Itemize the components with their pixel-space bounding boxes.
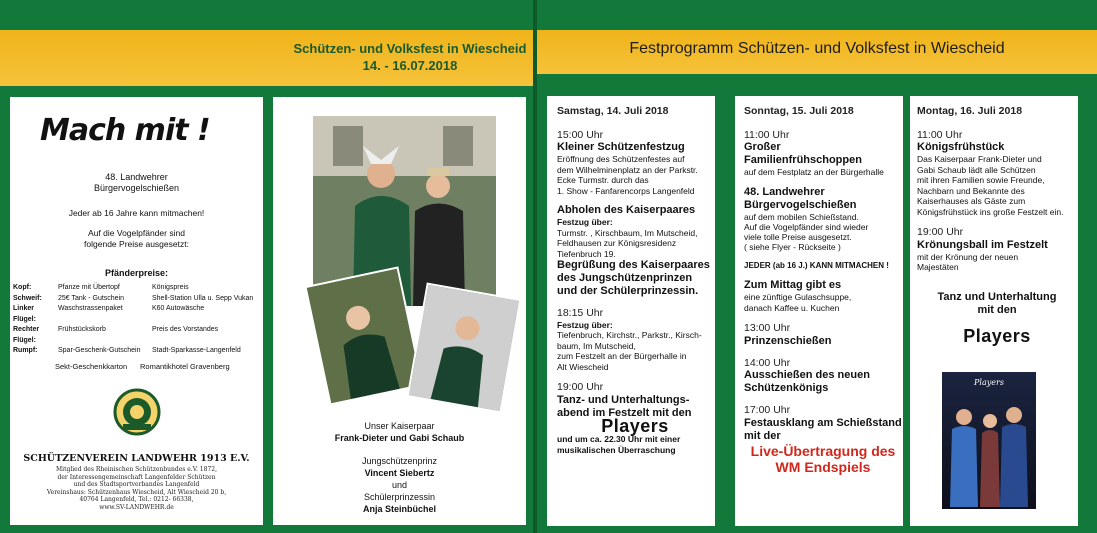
- schuelerprinzessin-photo: [407, 283, 522, 414]
- flyer-prizes-intro: [10, 228, 263, 250]
- prize-sponsor: K60 Autowäsche: [152, 305, 205, 312]
- mon-time2: 19:00 Uhr: [917, 226, 964, 238]
- text-line: auf dem mobilen Schießstand.: [744, 211, 859, 222]
- mon-h1: Königsfrühstück: [917, 141, 1005, 153]
- club-info: [10, 466, 263, 512]
- band-title-line1: Schützen- und Volksfest in Wiescheid: [293, 41, 527, 56]
- prize-part: Linker Flügel:: [13, 305, 36, 323]
- sat-d3: [557, 330, 713, 372]
- mon-d1: [917, 154, 1077, 217]
- mon-d2: [917, 252, 1077, 273]
- text-line: Tiefenbruch 19.: [557, 248, 616, 259]
- prize-item: Waschstrassenpaket: [58, 305, 123, 312]
- text-line: 40764 Langenfeld, Tel.: 0212- 66338,: [79, 496, 194, 504]
- text-line: ( siehe Flyer - Rückseite ): [744, 241, 841, 252]
- sat-time3: 19:00 Uhr: [557, 381, 604, 393]
- prize-row: [13, 346, 261, 357]
- band-photo-caption: Players: [974, 378, 1004, 387]
- sat-h3a: Begrüßung des Kaiserpaares: [557, 259, 710, 271]
- mon-h2: Krönungsball im Festzelt: [917, 238, 1048, 251]
- sun-d1: auf dem Festplatz an der Bürgerhalle: [744, 167, 884, 177]
- prize-item: 25€ Tank - Gutschein: [58, 294, 125, 302]
- prize-row: [13, 294, 261, 305]
- sat-d2a: Festzug über:: [557, 217, 613, 227]
- prize-sponsor: Shell-Station Ulla u. Sepp Vukan: [152, 294, 254, 302]
- text-line: der Interessengemeinschaft Langenfelder Schützen: [57, 473, 216, 481]
- sun-h2a: 48. Landwehrer: [744, 185, 825, 198]
- text-line: eine zünftige Gulaschsuppe,: [744, 292, 852, 302]
- saturday-column: [557, 106, 713, 455]
- text-line: Gabi Schaub lädt alle Schützen: [917, 164, 1036, 175]
- text-line: Eröffnung des Schützenfestes auf: [557, 154, 685, 164]
- text-line: viele tolle Preise ausgesetzt.: [744, 231, 852, 242]
- text-line: baum, Im Mutscheid,: [557, 340, 636, 351]
- royals-line4: Vincent Siebertz: [364, 468, 435, 478]
- royals-line5: und: [391, 480, 408, 490]
- prize-sponsor: Preis des Vorstandes: [152, 326, 219, 333]
- flyer-age: Jeder ab 16 Jahre kann mitmachen!: [68, 208, 205, 218]
- sun-d4: [744, 292, 902, 313]
- prize-part: Rechter Flügel:: [13, 326, 40, 344]
- flyer-headline: Mach mit !: [40, 113, 210, 148]
- text-line: 1. Show - Fanfarencorps Langenfeld: [557, 185, 695, 196]
- page-divider: [533, 0, 537, 533]
- prizes-intro2: folgende Preise ausgesetzt:: [84, 239, 189, 249]
- sun-h4: Zum Mittag gibt es: [744, 279, 842, 291]
- prize-part: Schweif:: [13, 294, 42, 302]
- text-line: zum Festzelt an der Bürgerhalle in: [557, 351, 687, 361]
- text-line: Auf die Vogelpfänder sind wieder: [744, 221, 869, 232]
- club-name: SCHÜTZENVEREIN LANDWEHR 1913 E.V.: [23, 453, 250, 464]
- text-line: Mitglied des Rheinischen Schützenbundes e.V. 1872,: [56, 466, 217, 473]
- sunday-date: Sonntag, 15. Juli 2018: [744, 105, 854, 117]
- sun-r2: WM Endspiels: [775, 458, 871, 475]
- sun-time2: 13:00 Uhr: [744, 322, 791, 334]
- sat-h1: Kleiner Schützenfestzug: [557, 141, 685, 153]
- sun-h1a: Großer: [744, 141, 781, 153]
- band-photo: [942, 372, 1036, 509]
- text-line: Nachbarn und Bekannte des: [917, 185, 1025, 196]
- sun-h5: Prinzenschießen: [744, 334, 832, 347]
- text-line: Kaiserhauses als Gäste zum: [917, 196, 1026, 206]
- band-title-line2: 14. - 16.07.2018: [362, 58, 458, 73]
- prize-item: Frühstückskorb: [58, 326, 106, 333]
- mon-time1: 11:00 Uhr: [917, 128, 963, 141]
- sun-h7a: Festausklang am Schießstand: [744, 416, 902, 429]
- sat-time2: 18:15 Uhr: [557, 307, 604, 319]
- sun-r1: Live-Übertragung des: [750, 442, 896, 459]
- sun-time1: 11:00 Uhr: [744, 128, 790, 141]
- royals-line3: Jungschützenprinz: [361, 456, 438, 466]
- prizes-table: [13, 283, 261, 357]
- sat-h4a: Tanz- und Unterhaltungs-: [557, 393, 690, 406]
- prize-part: Rumpf:: [13, 347, 38, 354]
- flyer-subhead1: 48. Landwehrer: [105, 172, 168, 182]
- mon-band: Players: [963, 325, 1031, 346]
- sun-h6a: Ausschießen des neuen: [744, 369, 870, 381]
- sun-h2b: Bürgervogelschießen: [744, 198, 857, 211]
- sat-d2: [557, 228, 713, 260]
- sat-d3a: Festzug über:: [557, 319, 613, 330]
- royals-text: [273, 420, 526, 515]
- sat-h4b: abend im Festzelt mit den: [557, 406, 692, 419]
- sun-h1b: Familienfrühschoppen: [744, 154, 862, 166]
- text-line: dem Wilhelminenplatz an der Parkstr.: [557, 164, 698, 175]
- text-line: Majestäten: [917, 262, 959, 272]
- text-line: Feldhausen zur Königsresidenz: [557, 238, 677, 248]
- prize-item: Spar-Geschenk-Gutschein: [58, 347, 141, 354]
- mon-h3a: Tanz und Unterhaltung: [937, 290, 1057, 303]
- text-line: mit ihren Familien sowie Freunde,: [917, 175, 1045, 185]
- prizes-title: Pfänderpreise:: [104, 268, 169, 278]
- sat-h2: Abholen des Kaiserpaares: [557, 204, 696, 216]
- sun-d2: [744, 212, 902, 252]
- sat-h5a: und um ca. 22.30 Uhr mit einer: [557, 434, 681, 444]
- text-line: Ecke Turmstr. durch das: [557, 175, 649, 185]
- royals-line6: Schülerprinzessin: [363, 492, 436, 502]
- text-line: mit der Krönung der neuen: [917, 251, 1019, 262]
- text-line: Alt Wiescheid: [557, 361, 609, 372]
- saturday-date: Samstag, 14. Juli 2018: [557, 105, 669, 117]
- text-line: Vereinshaus: Schützenhaus Wiescheid, Alt Wiescheid 20 b,: [46, 488, 227, 496]
- sun-h7b: mit der: [744, 429, 781, 442]
- royals-line2: Frank-Dieter und Gabi Schaub: [334, 433, 465, 443]
- sun-h6b: Schützenkönigs: [744, 382, 829, 394]
- extra-prize: Sekt-Geschenkkarton: [55, 362, 128, 371]
- prize-sponsor: Königspreis: [152, 284, 189, 291]
- text-line: Königsfrühstück ins große Festzelt ein.: [917, 206, 1064, 217]
- sat-d1: [557, 154, 713, 196]
- prize-row: [13, 283, 261, 294]
- sun-h3: JEDER (ab 16 J.) KANN MITMACHEN !: [744, 260, 889, 270]
- sun-time3: 14:00 Uhr: [744, 356, 791, 369]
- sunday-column: [744, 106, 902, 475]
- text-line: www.SV-LANDWEHR.de: [99, 503, 174, 511]
- sat-h5b: musikalischen Überraschung: [557, 444, 676, 455]
- monday-date: Montag, 16. Juli 2018: [917, 105, 1023, 117]
- sat-band: Players: [601, 415, 669, 436]
- flyer-subhead2: Bürgervogelschießen: [93, 183, 180, 193]
- prize-row: [13, 304, 261, 325]
- band-members-icon: [942, 387, 1036, 507]
- flyer-subhead: [10, 172, 263, 194]
- princess-figure-icon: [409, 285, 519, 411]
- sat-time1: 15:00 Uhr: [557, 128, 604, 141]
- royals-line1: Unser Kaiserpaar: [364, 421, 435, 431]
- text-line: Turmstr. , Kirschbaum, Im Mutscheid,: [557, 227, 698, 238]
- prize-row: [13, 325, 261, 346]
- right-band-title: Festprogramm Schützen- und Volksfest in Wiescheid: [629, 40, 1005, 57]
- prizes-intro1: Auf die Vogelpfänder sind: [88, 228, 185, 238]
- club-emblem-icon: [113, 388, 161, 436]
- monday-column: [917, 105, 1077, 346]
- prize-item: Pfanze mit Übertopf: [58, 284, 120, 291]
- text-line: Das Kaiserpaar Frank-Dieter und: [917, 154, 1042, 164]
- prize-sponsor: Stadt-Sparkasse-Langenfeld: [152, 347, 241, 354]
- sat-h3c: und der Schülerprinzessin.: [557, 285, 699, 297]
- sat-h3b: des Jungschützenprinzen: [557, 272, 693, 284]
- text-line: Tiefenbruch, Kirchstr., Parkstr., Kirsch-: [557, 330, 702, 340]
- sun-time4: 17:00 Uhr: [744, 404, 791, 416]
- royals-line7: Anja Steinbüchel: [362, 504, 436, 514]
- text-line: und des Stadtsportverbandes Langenfeld: [73, 481, 200, 489]
- left-band-title: [290, 40, 530, 74]
- text-line: danach Kaffee u. Kuchen: [744, 302, 840, 313]
- prize-part: Kopf:: [13, 284, 32, 291]
- extra-sponsor: Romantikhotel Gravenberg: [140, 362, 230, 371]
- mon-h3b: mit den: [977, 303, 1017, 316]
